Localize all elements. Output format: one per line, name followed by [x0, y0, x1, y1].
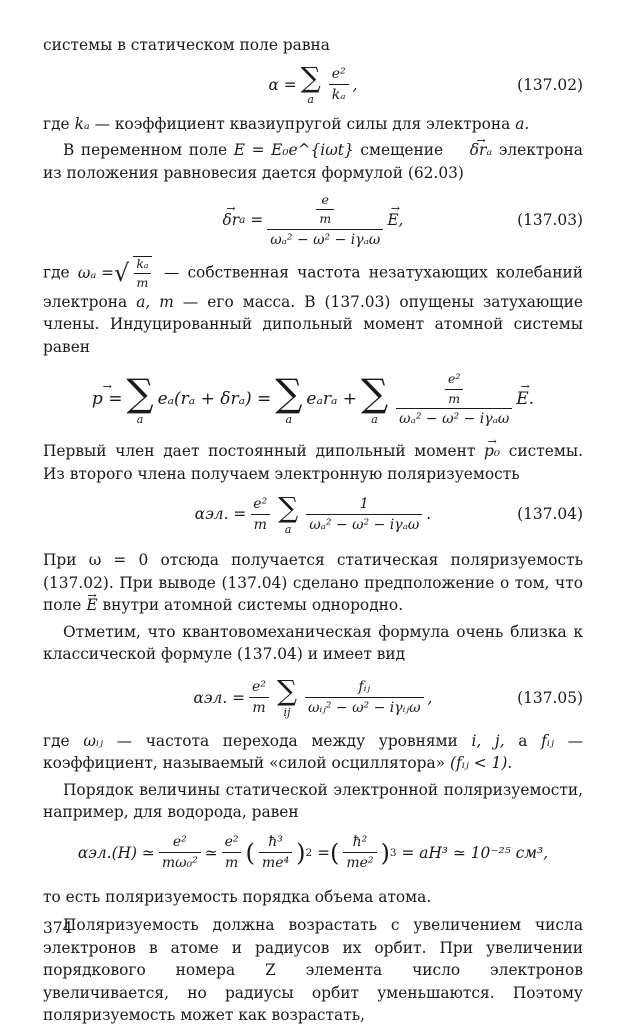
eq4-pre-num: e² — [253, 495, 268, 512]
eq3-mid: m — [445, 389, 463, 406]
omega-ij-symbol: ωᵢⱼ — [83, 731, 104, 750]
eq2-num: e — [321, 192, 329, 208]
omega-a-symbol: ωₐ = — [77, 264, 115, 283]
paragraph-3 — [43, 139, 583, 184]
paragraph-11: Поляризуемость должна возрастать с увеличением числа электронов в атоме и радиусов их орбит. При увеличении порядкового номера Z элемента число электронов увеличивается, но радиусы орбит уменьшаются. Поэтому поляризуемость может как возрастать, — [43, 916, 583, 1025]
eq3-num: e² — [447, 371, 461, 387]
p8-c: — коэффициент, называемый «силой осциллятора» — [43, 731, 583, 773]
dr-a-symbol: δrₐ → — [450, 139, 492, 162]
p4-b: — собственная частота незатухающих колебаний электрона — [43, 263, 583, 311]
equation-137-05 — [43, 666, 583, 730]
eq3-sum2-index: a — [285, 412, 293, 426]
eq6-f2-den: m — [222, 852, 241, 871]
eq5-number: (137.05) — [517, 688, 583, 707]
a-symbol: a. — [515, 114, 530, 133]
eq5-prefactor — [249, 679, 269, 716]
eq3-num-frac — [438, 371, 470, 408]
eq5-den: ωᵢⱼ² − ω² − iγᵢⱼω — [305, 697, 424, 716]
eq6-f3-den: me⁴ — [259, 852, 292, 871]
eq6-frac2 — [222, 834, 242, 871]
eq5-body — [193, 674, 433, 720]
eq4-fraction — [306, 496, 422, 533]
eq6-lhs: αэл.(H) ≃ — [77, 843, 155, 862]
p0-symbol: p₀ → — [484, 440, 500, 463]
p2-a: где — [43, 114, 70, 133]
p3-b: смещение — [360, 141, 444, 159]
e-symbol: E → — [86, 594, 97, 617]
paragraph-1: системы в статическом поле равна — [43, 36, 330, 54]
equation-hydrogen — [43, 824, 583, 882]
eq2-fraction — [267, 192, 383, 248]
sqrt-den: m — [134, 273, 152, 290]
paragraph-10: то есть поляризуемость порядка объема атома. — [43, 887, 432, 906]
eq6-f4-num: ħ² — [352, 834, 368, 851]
eq1-sum: ∑ a — [300, 61, 321, 106]
eq4-den: ωₐ² − ω² − iγₐω — [306, 514, 422, 533]
paragraph-4 — [43, 256, 583, 358]
paragraph-2 — [43, 113, 583, 136]
eq2-mid: m — [316, 209, 334, 226]
i-j-symbols: i, j, — [471, 731, 505, 750]
f-lt-expr: (fᵢⱼ < 1). — [450, 754, 513, 773]
eq2-num-frac — [309, 192, 341, 229]
eq1-fraction — [329, 66, 349, 103]
eq3-e2-over-m — [445, 372, 463, 406]
eq1-num: e² — [331, 65, 346, 82]
eq2-den: ωₐ² − ω² − iγₐω — [267, 229, 383, 248]
eq6-frac1 — [159, 834, 201, 871]
eq3-term1: eₐ(rₐ + δrₐ) = — [157, 389, 272, 410]
p4-c: — его масса. В (137.03) опущены затухающие члены. Индуцированный дипольный момент атомной системы равен — [43, 292, 583, 356]
eq3-den: ωₐ² − ω² − iγₐω — [396, 408, 512, 427]
eq4-sum: ∑ a — [278, 490, 299, 536]
page-content — [43, 28, 583, 1027]
p5-a: Первый член дает постоянный дипольный момент — [43, 442, 476, 461]
eq6-frac3 — [259, 834, 292, 871]
eq5-lhs: αэл. = — [193, 688, 246, 707]
equation-137-02 — [43, 57, 583, 113]
sqrt-fraction — [133, 256, 151, 291]
equation-dipole — [43, 358, 583, 440]
eq3-sum3-index: a — [371, 412, 378, 426]
eq2-number: (137.03) — [517, 211, 583, 229]
eq6-frac4 — [343, 834, 376, 871]
eq1-number: (137.02) — [517, 75, 583, 94]
eq4-pre-den: m — [251, 514, 270, 533]
eq4-lhs: αэл. = — [194, 505, 247, 524]
eq4-prefactor — [250, 496, 270, 533]
eq2-body: δr → a = $\frac{\frac{e}{m}}{\text{ωₐ² − ω² − iγₐω}}$ E, → — [223, 192, 404, 248]
paragraph-5 — [43, 440, 583, 485]
eq6-f1-den: mω₀² — [159, 852, 201, 871]
eq3-lhs: p = → — [92, 389, 123, 409]
equation-137-04 — [43, 485, 583, 543]
eq3-sum1-index: a — [136, 412, 144, 426]
eq4-tail: . — [426, 505, 432, 524]
eq5-pre-num: e² — [252, 679, 266, 696]
sqrt-num: kₐ — [136, 256, 149, 271]
p5-b: системы. Из второго члена получаем электронную поляризуемость — [43, 442, 583, 483]
eq3-sum1: ∑ a — [126, 370, 154, 426]
eq2-rhs: E, → — [387, 211, 403, 229]
a-word: а — [518, 731, 528, 750]
eq5-tail: , — [427, 688, 433, 707]
eq5-num: fᵢⱼ — [358, 679, 371, 696]
p2-b: — коэффициент квазиупругой силы для электрона — [94, 114, 511, 133]
f-ij-symbol: fᵢⱼ — [541, 731, 554, 750]
eq6-body: αэл.(H) ≃ $\frac{\text{e²}}{\text{mω₀²}}$ ≃ $\frac{\text{e²}}{m}$ ( $\frac{\text{ħ³}}{\text{me⁴}}$ ) 2 = ( $\frac{\text{ħ²}}{\text{me²}}$ ) 3 = aH³ ≃ 10⁻²⁵ см³, — [77, 834, 549, 872]
page-number: 374 — [43, 919, 73, 937]
eq1-den: kₐ — [329, 84, 349, 103]
eq6-f1-num: e² — [172, 834, 187, 851]
p6-b: внутри атомной системы однородно. — [102, 596, 404, 615]
eq2-lhs: δr → — [223, 211, 240, 229]
eq2-e-over-m — [316, 193, 334, 227]
eq5-fraction — [305, 679, 424, 716]
eq6-rhs: = aH³ ≃ 10⁻²⁵ см³, — [401, 843, 549, 862]
k-a-symbol: kₐ — [74, 114, 90, 133]
eq4-sum-index: a — [284, 522, 292, 536]
eq6-f2-num: e² — [224, 834, 239, 851]
eq5-sum-index: ij — [283, 706, 291, 720]
equation-137-03 — [43, 184, 583, 256]
eq6-f3-num: ħ³ — [268, 834, 283, 851]
paragraph-9: Порядок величины статической электронной поляризуемости, например, для водорода, равен — [43, 780, 583, 822]
eq1-lhs: α = — [268, 75, 297, 94]
eq5-sum: ∑ ij — [276, 674, 297, 720]
eq5-pre-den: m — [249, 697, 268, 716]
eq3-term2: eₐrₐ + — [306, 389, 358, 410]
eq3-fraction — [396, 371, 512, 427]
eq4-num: 1 — [359, 495, 369, 512]
a-m-symbols: a, m — [136, 292, 174, 311]
paragraph-6 — [43, 549, 583, 617]
eq1-tail: , — [352, 75, 358, 94]
p8-b: — частота перехода между уровнями — [116, 731, 458, 750]
eq1-sum-index: a — [307, 93, 314, 106]
eq6-f4-den: me² — [343, 852, 376, 871]
p4-a: где — [43, 263, 70, 282]
eq3-body — [92, 371, 534, 427]
eq4-number: (137.04) — [517, 505, 583, 524]
p8-a: где — [43, 731, 70, 750]
eq3-sum2: ∑ a — [275, 370, 303, 426]
eq1-body — [268, 61, 358, 106]
p6-a: При ω = 0 отсюда получается статическая поляризуемость (137.02). При выводе (137.04) сделано предположение о том, что поле — [43, 551, 583, 615]
paragraph-7: Отметим, что квантовомеханическая формула очень близка к классической формуле (137.04) и имеет вид — [43, 622, 583, 664]
paragraph-8 — [43, 730, 583, 775]
eq6-mid: ≃ — [204, 843, 218, 862]
eq3-rhs: E. → — [516, 389, 534, 409]
p3-c: электрона из положения равновесия дается формулой (62.03) — [43, 141, 583, 182]
eq3-sum3: ∑ a — [361, 370, 389, 426]
omega-a-def: ωₐ = √ $\frac{\text{kₐ}}{m}$ — [78, 256, 156, 291]
p3-a: В переменном поле — [63, 141, 228, 159]
eq4-body — [194, 490, 432, 536]
e-field-symbol: E = E₀e^{iωt} — [233, 141, 354, 159]
